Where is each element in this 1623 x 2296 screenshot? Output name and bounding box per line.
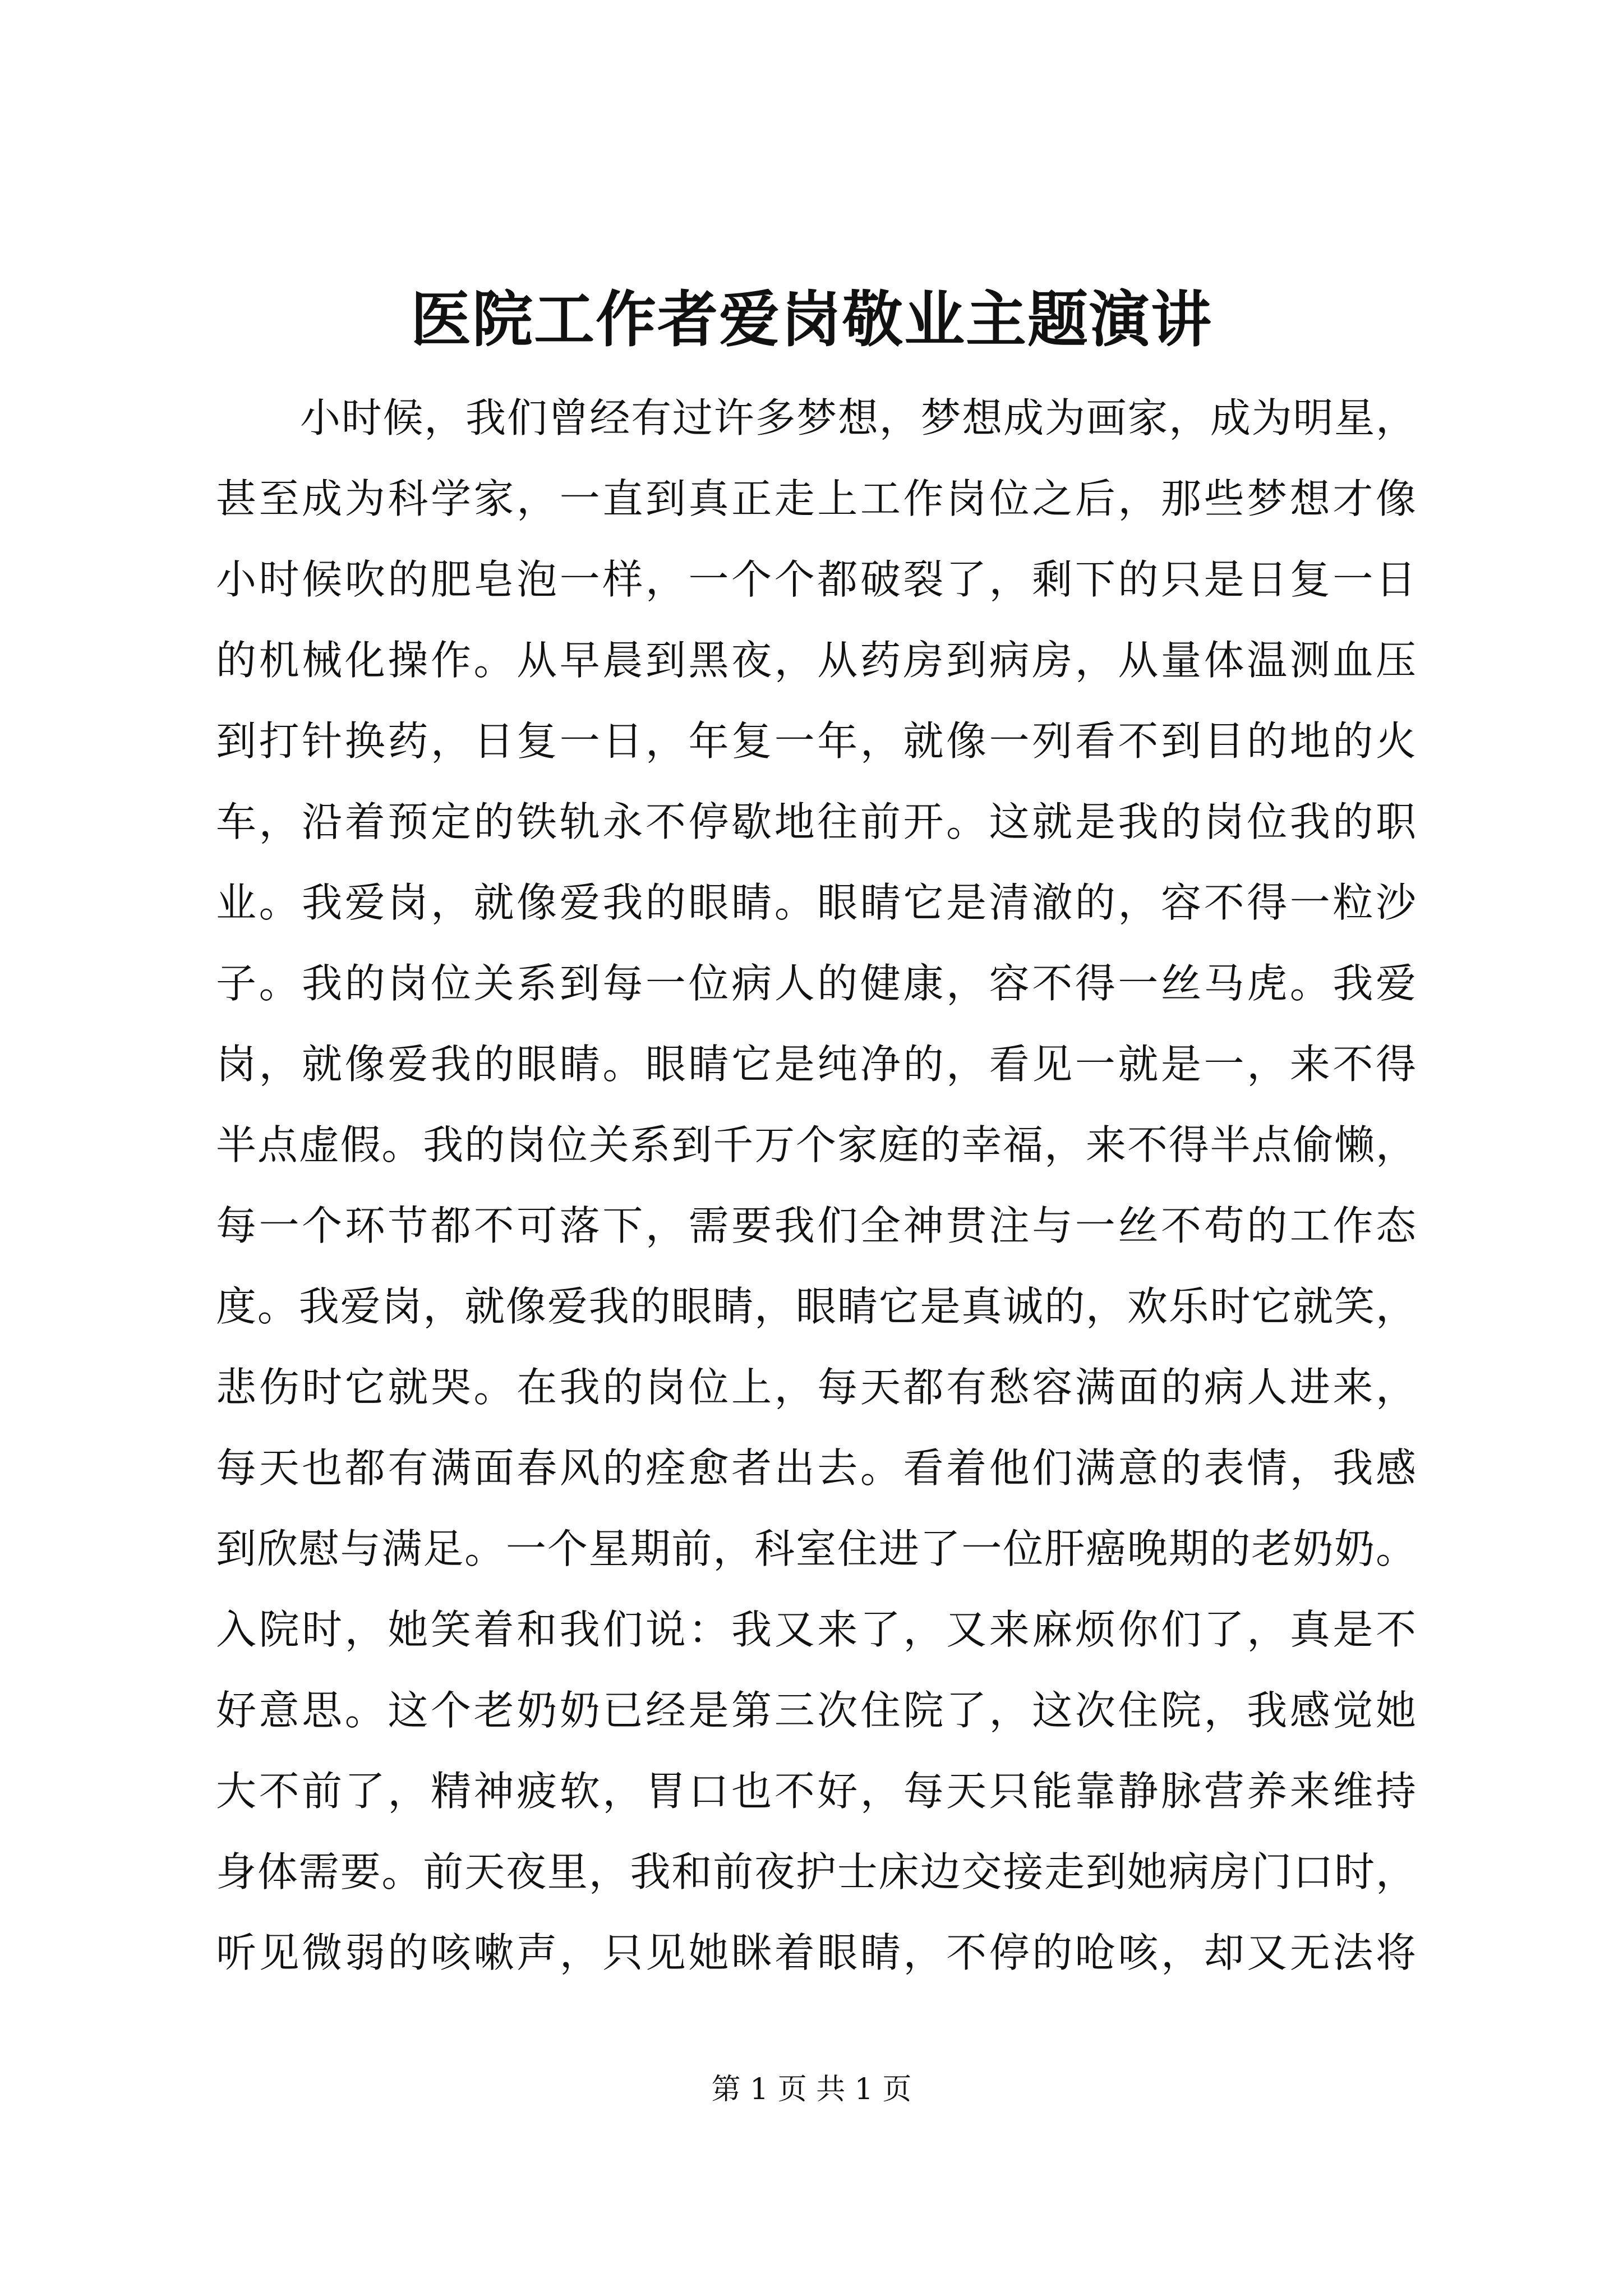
body-line: 小时候吹的肥皂泡一样，一个个都破裂了，剩下的只是日复一日 bbox=[216, 556, 1416, 603]
body-line: 身体需要。前天夜里，我和前夜护士床边交接走到她病房门口时， bbox=[216, 1848, 1416, 1895]
body-line: 的机械化操作。从早晨到黑夜，从药房到病房，从量体温测血压 bbox=[216, 637, 1416, 684]
body-line: 到欣慰与满足。一个星期前，科室住进了一位肝癌晚期的老奶奶。 bbox=[216, 1525, 1416, 1572]
body-line: 业。我爱岗，就像爱我的眼睛。眼睛它是清澈的，容不得一粒沙 bbox=[216, 879, 1416, 926]
body-line: 入院时，她笑着和我们说：我又来了，又来麻烦你们了，真是不 bbox=[216, 1606, 1416, 1653]
document-title: 医院工作者爱岗敬业主题演讲 bbox=[410, 284, 1212, 355]
body-line: 每天也都有满面春风的痊愈者出去。看着他们满意的表情，我感 bbox=[216, 1444, 1416, 1492]
body-line: 好意思。这个老奶奶已经是第三次住院了，这次住院，我感觉她 bbox=[216, 1687, 1416, 1734]
body-line: 子。我的岗位关系到每一位病人的健康，容不得一丝马虎。我爱 bbox=[216, 960, 1416, 1007]
body-line: 听见微弱的咳嗽声，只见她眯着眼睛，不停的呛咳，却又无法将 bbox=[216, 1929, 1416, 1976]
body-line: 度。我爱岗，就像爱我的眼睛，眼睛它是真诚的，欢乐时它就笑， bbox=[216, 1283, 1416, 1330]
body-line: 甚至成为科学家，一直到真正走上工作岗位之后，那些梦想才像 bbox=[216, 475, 1416, 522]
body-line: 车，沿着预定的铁轨永不停歇地往前开。这就是我的岗位我的职 bbox=[216, 798, 1416, 845]
speech-body bbox=[216, 378, 1416, 1993]
body-line: 悲伤时它就哭。在我的岗位上，每天都有愁容满面的病人进来， bbox=[216, 1364, 1416, 1411]
body-line: 到打针换药，日复一日，年复一年，就像一列看不到目的地的火 bbox=[216, 717, 1416, 765]
page-footer: 第 1 页 共 1 页 bbox=[711, 2073, 912, 2106]
body-line: 半点虚假。我的岗位关系到千万个家庭的幸福，来不得半点偷懒， bbox=[216, 1121, 1416, 1168]
body-line: 岗，就像爱我的眼睛。眼睛它是纯净的，看见一就是一，来不得 bbox=[216, 1041, 1416, 1088]
body-line: 小时候，我们曾经有过许多梦想，梦想成为画家，成为明星， bbox=[300, 394, 1416, 441]
body-line: 每一个环节都不可落下，需要我们全神贯注与一丝不苟的工作态 bbox=[216, 1202, 1416, 1249]
body-line: 大不前了，精神疲软，胃口也不好，每天只能靠静脉营养来维持 bbox=[216, 1768, 1416, 1815]
